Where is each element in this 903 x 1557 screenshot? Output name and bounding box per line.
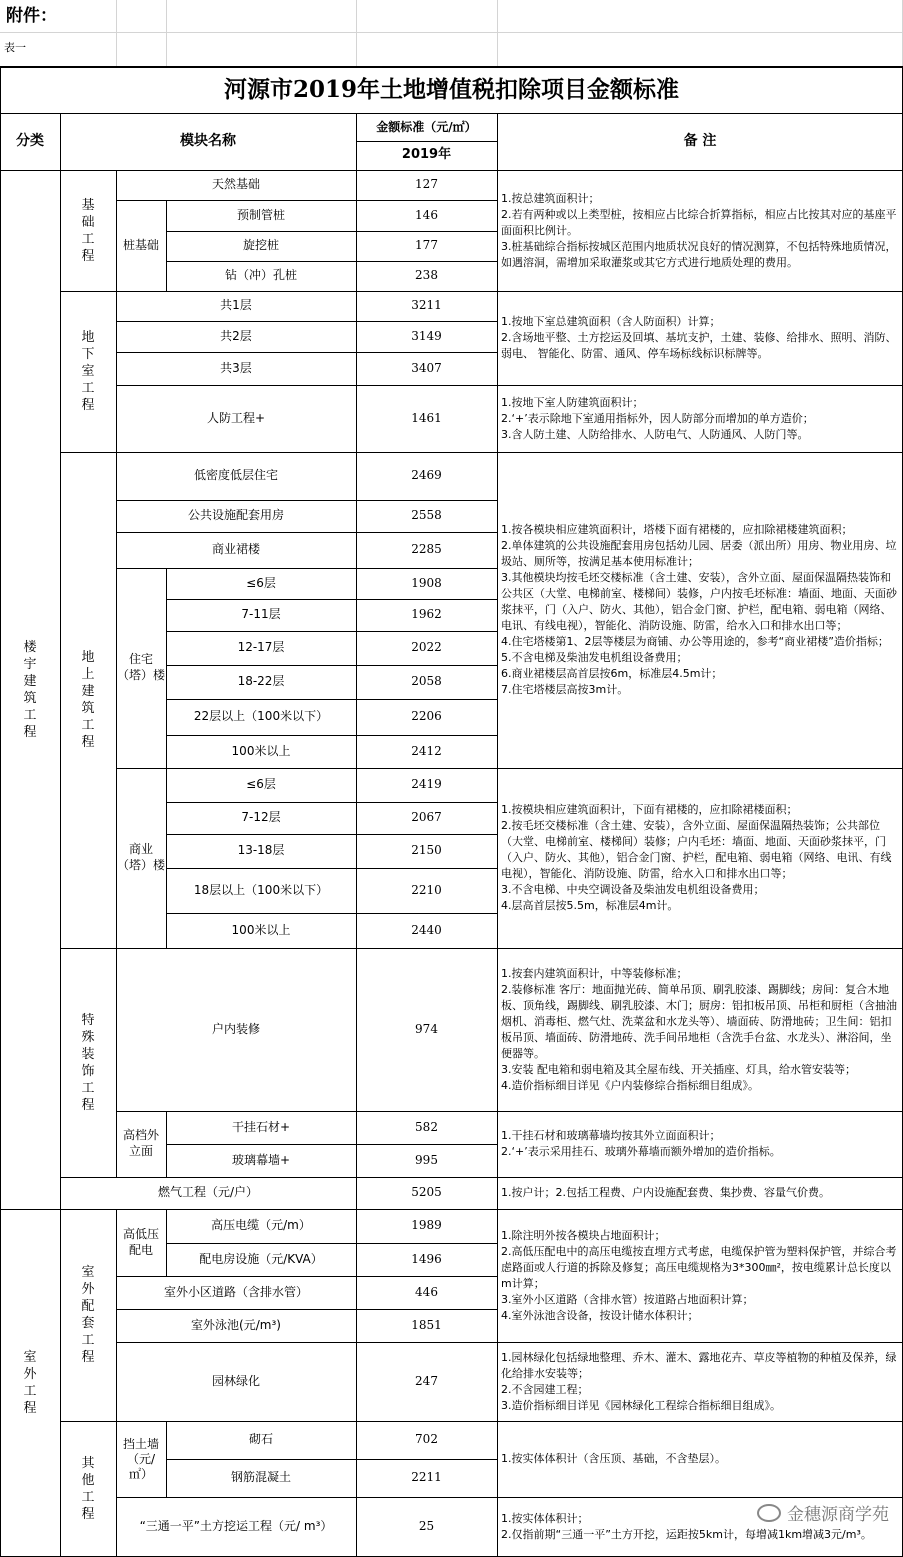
- amount-value: 3149: [411, 328, 442, 343]
- module-name: 高压电缆（元/m）: [211, 1218, 311, 1233]
- remark-outdoor: 1.除注明外按各模块占地面积计； 2.高低压配电中的高压电缆按直埋方式考虑，电缆保护管为塑料保护管，并综合考虑路面或人行道的拆除及修复；高压电缆规格为3*300㎜²，按电缆累计总长度以m计算； 3.室外小区道路（含排水管）按道路占地面积计算； 4.室外泳池含设备，按设计储水体积计；: [501, 1228, 897, 1322]
- amount-value: 146: [415, 207, 438, 222]
- table-border: [166, 1243, 497, 1244]
- table-border: [166, 200, 167, 291]
- amount-value: 2211: [411, 1470, 442, 1485]
- category-building: 楼 宇 建 筑 工 程: [23, 639, 37, 740]
- module-name: 天然基础: [211, 177, 260, 192]
- module-name: 共3层: [220, 360, 252, 375]
- amount-value: 177: [415, 238, 438, 253]
- table-border: [0, 1209, 903, 1210]
- table-border: [0, 113, 903, 114]
- module-name: 共2层: [220, 328, 252, 343]
- amount-value: 247: [415, 1373, 438, 1388]
- table-border: [116, 500, 497, 501]
- table-border: [116, 200, 497, 201]
- module-name: 12-17层: [237, 640, 285, 655]
- table-border: [116, 1209, 117, 1557]
- table-border: [116, 532, 497, 533]
- table-border: [166, 1459, 497, 1460]
- module-name: 干挂石材+: [231, 1119, 291, 1134]
- module-name: 100米以上: [231, 743, 291, 758]
- table-border: [116, 321, 497, 322]
- amount-value: 25: [418, 1519, 435, 1534]
- module-name: 砌石: [248, 1432, 273, 1447]
- subgroup-residential-tower: 住宅 （塔）楼: [116, 652, 165, 682]
- category-outdoor: 室 外 工 程: [23, 1350, 37, 1416]
- amount-value: 2067: [411, 810, 442, 825]
- table-border: [166, 631, 497, 632]
- group-foundation: 基 础 工 程: [81, 197, 95, 264]
- remark-basement: 1.按地下室总建筑面积（含人防面积）计算； 2.含场地平整、土方挖运及回填、基坑支护，土建、装修、给排水、照明、消防、弱电、 智能化、防雷、通风、停车场标线标识标牌等。: [501, 315, 897, 360]
- amount-value: 238: [415, 268, 438, 283]
- table-border: [60, 291, 903, 292]
- table-border: [0, 170, 903, 171]
- amount-value: 1851: [411, 1317, 442, 1332]
- table-border: [356, 141, 497, 142]
- module-name: 18层以上（100米以下）: [193, 882, 329, 897]
- amount-value: 1461: [411, 410, 442, 425]
- remark-gas: 1.按户计；2.包括工程费、户内设施配套费、集抄费、容量气价费。: [501, 1186, 830, 1199]
- group-outdoor-supporting: 室 外 配 套 工 程: [81, 1265, 95, 1365]
- amount-value: 582: [415, 1119, 438, 1134]
- table-border: [497, 113, 498, 1557]
- module-name: 玻璃幕墙+: [231, 1152, 291, 1167]
- amount-value: 127: [415, 177, 438, 192]
- module-name: 共1层: [220, 298, 252, 313]
- header-category: 分类: [16, 133, 44, 150]
- module-name: 7-12层: [241, 810, 281, 825]
- remark-decoration: 1.按套内建筑面积计，中等装修标准； 2.装修标准 客厅：地面抛光砖、简单吊顶、刷乳胶漆、踢脚线；房间：复合木地板、顶角线，踢脚线、刷乳胶漆、木门；厨房：铝扣板吊顶、吊柜和厨柜（含抽油烟机、消毒柜、燃气灶、洗菜盆和水龙头等）、墙面砖、防滑地砖；卫生间：铝扣板吊顶、墙面砖、防滑地砖、洗手间吊地柜（含洗手台盆、水龙头）、淋浴间，坐便器等。 3.安装 配电箱和弱电箱及其全屋布线、开关插座、灯具，给水管安装等； 4.造价指标细目详见《户内装修综合指标细目组成》。: [501, 966, 897, 1092]
- amount-value: 2022: [411, 640, 442, 655]
- module-name: 钢筋混凝土: [230, 1470, 291, 1485]
- remark-commercial: 1.按模块相应建筑面积计，下面有裙楼的，应扣除裙楼面积； 2.按毛坯交楼标准（含土建、安装），含外立面、屋面保温隔热装饰；公共部位（大堂、电梯前室、楼梯间）装修；户内毛坯：墙面、地面、天面砂浆抹平，门（入户、防火、其他），铝合金门窗、护栏，配电箱、弱电箱（网络、电讯、有线电视），智能化、消防设施、防雷，给水入口和排水出口等； 3.不含电梯、中央空调设备及柴油发电机组设备费用； 4.层高首层按5.5m，标准层4m计。: [501, 803, 892, 912]
- group-decoration: 特 殊 装 饰 工 程: [81, 1012, 95, 1113]
- module-name: “三通一平”土方挖运工程（元/ m³）: [139, 1519, 333, 1534]
- header-year: 2019年: [401, 147, 452, 163]
- amount-value: 2150: [411, 843, 442, 858]
- module-name: 预制管桩: [236, 207, 285, 222]
- module-name: 旋挖桩: [242, 238, 279, 253]
- header-module: 模块名称: [180, 133, 236, 150]
- module-name: 燃气工程（元/户）: [157, 1185, 259, 1200]
- table-border: [116, 1111, 903, 1112]
- table-border: [116, 385, 903, 386]
- amount-value: 1496: [411, 1251, 442, 1266]
- module-name: ≤6层: [246, 575, 276, 590]
- table-border: [166, 231, 497, 232]
- amount-value: 995: [415, 1152, 438, 1167]
- grid-line: [166, 0, 167, 67]
- amount-value: 3407: [411, 360, 442, 375]
- module-name: 公共设施配套用房: [187, 508, 284, 523]
- attachment-label: 附件：: [6, 5, 57, 26]
- table-border: [166, 665, 497, 666]
- subgroup-power: 高低压 配电: [122, 1226, 159, 1257]
- module-name: 钻（冲）孔桩: [224, 268, 297, 283]
- table-border: [60, 113, 61, 1557]
- table-border: [116, 352, 497, 353]
- module-name: 18-22层: [237, 674, 285, 689]
- module-name: 低密度低层住宅: [193, 468, 278, 483]
- table-border: [166, 802, 497, 803]
- table-border: [116, 1497, 903, 1498]
- grid-line: [116, 0, 117, 67]
- table-border: [60, 948, 903, 949]
- chat-bubble-icon: [757, 1504, 781, 1522]
- amount-value: 1962: [411, 607, 442, 622]
- module-name: ≤6层: [246, 777, 276, 792]
- module-name: 室外泳池(元/m³): [191, 1317, 281, 1332]
- subgroup-pile: 桩基础: [122, 237, 159, 252]
- amount-value: 1989: [411, 1218, 442, 1233]
- amount-value: 446: [415, 1284, 438, 1299]
- subgroup-retaining-wall: 挡土墙 （元/ ㎡）: [122, 1436, 159, 1481]
- module-name: 户内装修: [211, 1021, 260, 1036]
- table-border: [116, 1276, 497, 1277]
- module-name: 商业裙楼: [211, 542, 260, 557]
- header-remark: 备 注: [683, 133, 717, 150]
- amount-value: 2469: [411, 468, 442, 483]
- remark-foundation: 1.按总建筑面积计； 2.若有两种或以上类型桩，按相应占比综合折算指标，相应占比按其对应的基座平面面积比例计。 3.桩基础综合指标按城区范围内地质状况良好的情况测算，不包括特殊地质情况，如遇溶洞，需增加采取灌浆或其它方式进行地质处理的费用。: [501, 191, 897, 269]
- amount-value: 2210: [411, 882, 442, 897]
- table-border: [166, 568, 167, 948]
- table-border: [166, 1144, 497, 1145]
- module-name: 园林绿化: [211, 1373, 260, 1388]
- table-border: [0, 66, 1, 1557]
- module-name: 7-11层: [241, 607, 281, 622]
- sheet-label: 表一: [4, 40, 26, 54]
- remark-landscaping: 1.园林绿化包括绿地整理、乔木、灌木、露地花卉、草皮等植物的种植及保养，绿化给排水安装等； 2.不含园建工程； 3.造价指标细目详见《园林绿化工程综合指标细目组成》。: [501, 1350, 897, 1412]
- module-name: 100米以上: [231, 922, 291, 937]
- module-name: 配电房设施（元/KVA）: [199, 1251, 323, 1266]
- table-border: [60, 452, 903, 453]
- amount-value: 5205: [411, 1185, 442, 1200]
- subgroup-commercial-tower: 商业 （塔）楼: [116, 842, 165, 872]
- grid-line: [0, 32, 903, 33]
- module-name: 13-18层: [237, 843, 285, 858]
- table-border: [166, 599, 497, 600]
- grid-line: [356, 0, 357, 67]
- table-border: [116, 1309, 497, 1310]
- table-border: [60, 1421, 903, 1422]
- remark-civil-defense: 1.按地下室人防建筑面积计； 2.‘+’表示除地下室通用指标外，因人防部分而增加的单方造价； 3.含人防土建、人防给排水、人防电气、人防通风、人防门等。: [501, 395, 814, 441]
- amount-value: 2285: [411, 542, 442, 557]
- table-border: [116, 768, 903, 769]
- amount-value: 2206: [411, 709, 442, 724]
- subgroup-facade: 高档外 立面: [122, 1128, 159, 1158]
- amount-value: 3211: [411, 298, 442, 313]
- amount-value: 1908: [411, 575, 442, 590]
- table-border: [166, 913, 497, 914]
- header-amount: 金额标准（元/㎡）: [376, 120, 477, 134]
- group-basement: 地 下 室 工 程: [81, 330, 95, 413]
- module-name: 室外小区道路（含排水管）: [163, 1284, 308, 1299]
- table-border: [116, 568, 497, 569]
- amount-value: 974: [415, 1021, 438, 1036]
- amount-value: 2058: [411, 674, 442, 689]
- amount-value: 2412: [411, 743, 442, 758]
- amount-value: 2419: [411, 777, 442, 792]
- amount-value: 2440: [411, 922, 442, 937]
- table-border: [116, 1342, 903, 1343]
- amount-value: 2558: [411, 508, 442, 523]
- watermark-text: 金穗源商学苑: [787, 1505, 889, 1525]
- amount-value: 702: [415, 1432, 438, 1447]
- watermark: [757, 1500, 889, 1525]
- grid-line: [497, 0, 498, 67]
- table-border: [166, 261, 497, 262]
- remark-retaining-wall: 1.按实体体积计（含压顶、基础，不含垫层）。: [501, 1452, 726, 1465]
- table-border: [60, 1177, 903, 1178]
- remark-facade: 1.干挂石材和玻璃幕墙均按其外立面面积计； 2.‘+’表示采用挂石、玻璃外幕墙而额外增加的造价指标。: [501, 1129, 781, 1158]
- table-border: [356, 113, 357, 1557]
- group-aboveground: 地 上 建 筑 工 程: [81, 650, 95, 750]
- table-border: [166, 834, 497, 835]
- remark-residential: 1.按各模块相应建筑面积计，塔楼下面有裙楼的，应扣除裙楼建筑面积； 2.单体建筑的公共设施配套用房包括幼儿园、居委（派出所）用房、物业用房、垃圾站、厕所等，按满足基本使用标准计； 3.其他模块均按毛坯交楼标准（含土建、安装），含外立面、屋面保温隔热装饰和公共区（大堂、电梯前室、楼梯间）装修，户内按毛坯标准：墙面、地面、天面砂浆抹平，门（入户、防火、其他），铝合金门窗、护栏，配电箱、弱电箱（网络、电讯、有线电视），智能化、消防设施、防雷，给水入口和排水出口等； 4.住宅塔楼第1、2层等楼层为商铺、办公等用途的，参考“商业裙楼”造价指标； 5.不含电梯及柴油发电机组设备费用； 6.商业裙楼层高首层按6m，标准层4.5m计； 7.住宅塔楼层高按3m计。: [501, 523, 897, 696]
- module-name: 人防工程+: [206, 410, 266, 425]
- table-border: [166, 868, 497, 869]
- page-title: 河源市2019年土地增值税扣除项目金额标准: [223, 76, 679, 104]
- table-border: [0, 66, 903, 68]
- remark-earthwork: 1.按实体体积计； 2.仅指前期“三通一平”土方开挖，运距按5km计，每增减1km增减3元/m³。: [501, 1512, 872, 1541]
- table-border: [166, 735, 497, 736]
- group-other: 其 他 工 程: [81, 1456, 95, 1522]
- module-name: 22层以上（100米以下）: [193, 709, 329, 724]
- table-border: [166, 699, 497, 700]
